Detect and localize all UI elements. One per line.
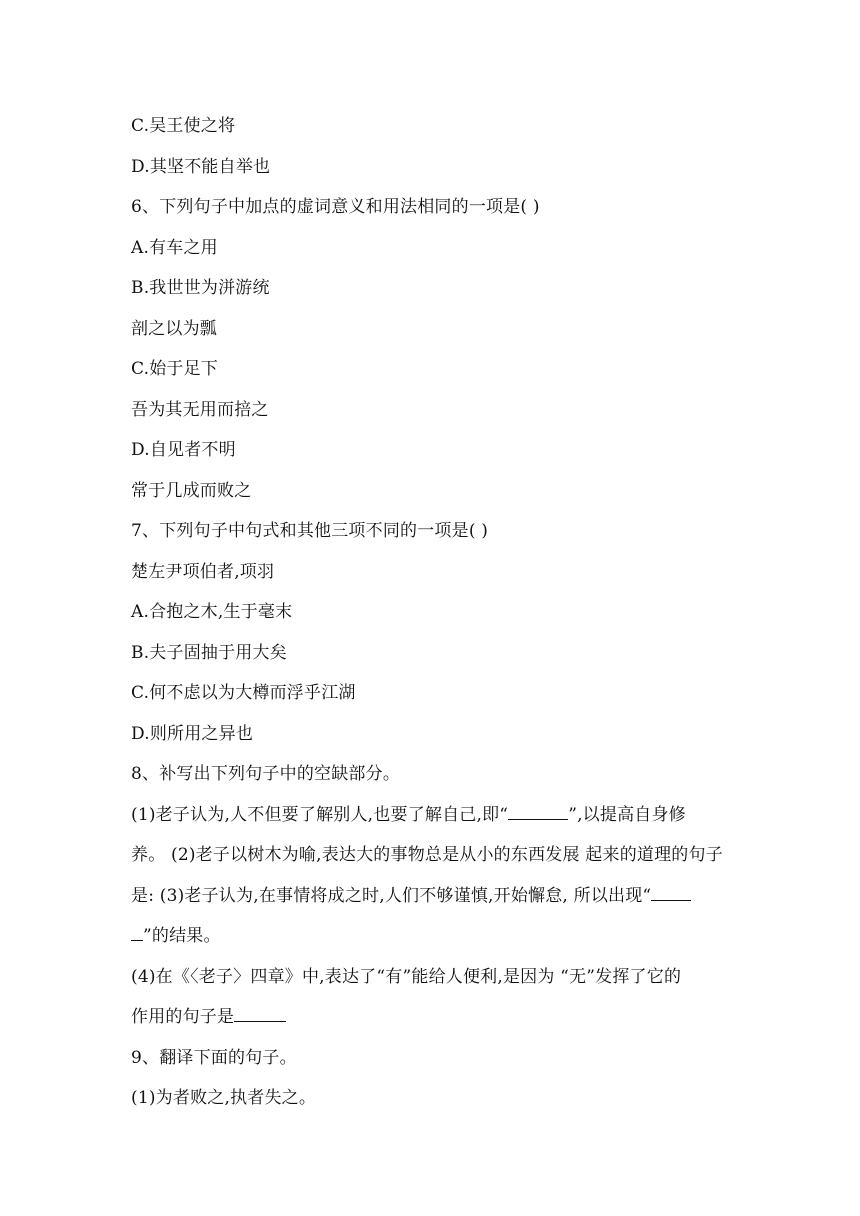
- q8-row-4-text: ”的结果。: [143, 926, 221, 946]
- option-a-q6: A.有车之用: [131, 237, 218, 258]
- option-b-q6-line2: 剖之以为瓢: [131, 318, 217, 339]
- option-d-q7: D.则所用之异也: [131, 723, 254, 744]
- option-b-q6: B.我世世为洴游统: [131, 278, 270, 298]
- question-8-body: [131, 795, 731, 1038]
- document-body: [131, 106, 731, 1119]
- option-d-q6-line2: 常于几成而败之: [131, 480, 252, 501]
- q8-row-5: (4)在《〈老子〉四章》中,表达了“有”能给人便利,是因为 “无”发挥了它的: [131, 966, 682, 987]
- question-9-item-1: (1)为者败之,执者失之。: [131, 1088, 317, 1108]
- q8-row-1-text-b: ”,以提高自身修: [568, 804, 686, 825]
- q8-row-2: 养。 (2)老子以树木为喻,表达大的事物总是从小的东西发展 起来的道理的句子: [131, 845, 723, 865]
- question-7-stem: 楚左尹项伯者,项羽: [131, 561, 275, 582]
- q8-row-3-text: 是: (3)老子认为,在事情将成之时,人们不够谨慎,开始懈怠, 所以出现“: [131, 885, 652, 906]
- option-c-q7: C.何不虑以为大樽而浮乎江湖: [131, 683, 356, 703]
- option-d-q6: D.自见者不明: [131, 440, 236, 460]
- option-c-q5: C.吴王使之将: [131, 116, 236, 136]
- question-7: 7、下列句子中句式和其他三项不同的一项是( ): [131, 521, 489, 541]
- q8-row-4: [131, 916, 731, 957]
- answer-blank-4[interactable]: [234, 1001, 286, 1022]
- question-9: 9、翻译下面的句子。: [131, 1047, 297, 1068]
- option-b-q7: B.夫子固抽于用大矣: [131, 642, 287, 663]
- q8-row-6: [131, 997, 731, 1038]
- q8-row-1: [131, 795, 731, 836]
- answer-blank-3a[interactable]: [651, 880, 691, 901]
- option-a-q7: A.合抱之木,生于毫末: [131, 602, 293, 622]
- answer-blank-1[interactable]: [508, 799, 568, 820]
- q8-row-3: [131, 876, 731, 917]
- answer-blank-3b[interactable]: [131, 920, 143, 941]
- question-8: 8、补写出下列句子中的空缺部分。: [131, 764, 401, 784]
- q8-row-1-text-a: (1)老子认为,人不但要了解别人,也要了解自己,即“: [131, 804, 509, 825]
- option-c-q6: C.始于足下: [131, 359, 219, 379]
- option-d-q5: D.其坚不能自举也: [131, 156, 271, 177]
- question-6: 6、下列句子中加点的虚词意义和用法相同的一项是( ): [131, 197, 540, 217]
- q8-row-6-text: 作用的句子是: [131, 1007, 235, 1027]
- option-c-q6-line2: 吾为其无用而掊之: [131, 399, 269, 420]
